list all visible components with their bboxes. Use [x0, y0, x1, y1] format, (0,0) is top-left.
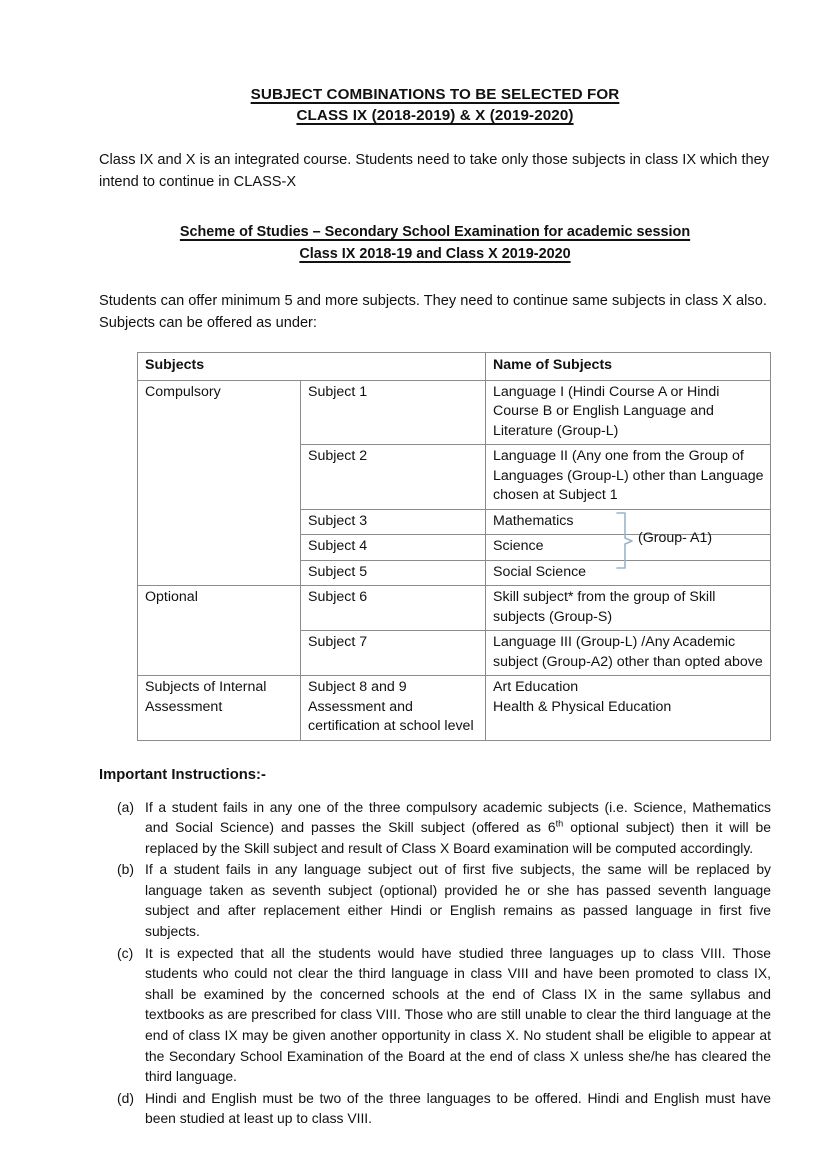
group-cell-compulsory: Compulsory	[138, 380, 301, 586]
page-title-line1: SUBJECT COMBINATIONS TO BE SELECTED FOR	[250, 86, 620, 103]
list-item	[99, 1088, 771, 1129]
table-row	[138, 380, 771, 445]
instruction-marker-a: (a)	[117, 798, 134, 815]
subject-name-art-education: Art Education	[493, 679, 579, 695]
subject-name-1: Language I (Hindi Course A or Hindi Course B or English Language and Literature (Group-L)	[486, 380, 771, 445]
instruction-superscript-a: th	[555, 818, 564, 829]
instruction-text-d: Hindi and English must be two of the three languages to be offered. Hindi and English must have been studied at least up to class VIII.	[145, 1089, 771, 1127]
subject-label-2: Subject 2	[301, 445, 486, 510]
document-content	[99, 0, 771, 1130]
subject-name-5: Social Science	[486, 560, 771, 586]
subject-name-health-physical-education: Health & Physical Education	[493, 698, 672, 715]
instruction-text-b: If a student fails in any language subject out of first five subjects, the same will be replaced by language taken as seventh subject (optional) provided he or she has passed seventh language subject and after replacement either Hindi or English remains as passed language in first five subjects.	[145, 861, 771, 940]
instruction-text-a-part1: If a student fails in any one of the three compulsory academic subjects (i.e. Science, Mathematics and Social Science) and passes the Skill subject (offered as 6	[145, 798, 771, 836]
subject-label-1: Subject 1	[301, 380, 486, 445]
group-cell-internal-assessment: Subjects of Internal Assessment	[138, 676, 301, 741]
scheme-title-line1: Scheme of Studies – Secondary School Examination for academic session	[179, 224, 691, 240]
subject-label-7: Subject 7	[301, 631, 486, 676]
subject-name-7: Language III (Group-L) /Any Academic subject (Group-A2) other than opted above	[486, 631, 771, 676]
column-header-name-of-subjects: Name of Subjects	[486, 353, 771, 381]
instruction-text-a-part2: optional subject) then it will be replaced by the Skill subject and result of Class X Board examination will be computed accordingly.	[145, 819, 772, 856]
list-item	[99, 797, 771, 859]
list-item	[99, 859, 771, 941]
list-item	[99, 943, 771, 1087]
subject-label-6: Subject 6	[301, 586, 486, 631]
page-title-line2: CLASS IX (2018-2019) & X (2019-2020)	[296, 107, 574, 124]
table-row	[138, 676, 771, 741]
subject-label-8-and-9: Subject 8 and 9 Assessment and certification at school level	[301, 676, 486, 741]
group-cell-optional: Optional	[138, 586, 301, 676]
table-row	[138, 586, 771, 631]
instructions-list	[99, 783, 771, 1130]
subject-label-3: Subject 3	[301, 509, 486, 535]
instruction-marker-d: (d)	[117, 1089, 134, 1106]
subject-label-4: Subject 4	[301, 535, 486, 561]
instruction-marker-c: (c)	[117, 944, 134, 961]
column-header-subjects: Subjects	[138, 353, 486, 381]
subject-name-8-and-9	[486, 676, 771, 741]
subject-name-6: Skill subject* from the group of Skill subjects (Group-S)	[486, 586, 771, 631]
important-instructions-heading: Important Instructions:-	[99, 766, 266, 783]
scheme-title-line2: Class IX 2018-19 and Class X 2019-2020	[299, 246, 571, 262]
subject-label-5: Subject 5	[301, 560, 486, 586]
subjects-table	[137, 352, 771, 741]
subject-name-4: Science	[486, 535, 771, 561]
instruction-marker-b: (b)	[117, 861, 134, 878]
scheme-of-studies-title	[99, 193, 771, 265]
subjects-offer-paragraph: Students can offer minimum 5 and more subjects. They need to continue same subjects in class X also. Subjects can be offered as under:	[99, 293, 767, 331]
subject-name-3-text: Mathematics	[493, 512, 574, 529]
lead-paragraph: Class IX and X is an integrated course. Students need to take only those subjects in class IX which they intend to continue in CLASS-X	[99, 152, 770, 190]
subject-name-2: Language II (Any one from the Group of Languages (Group-L) other than Language chosen at Subject 1	[486, 445, 771, 510]
instruction-text-c: It is expected that all the students would have studied three languages up to class VIII. Those students who could not clear the third language in class VIII and have been promoted to class IX, shall be examined by the concerned schools at the end of Class IX in the same syllabus and textbooks as are prescribed for class VIII. Those who are still unable to clear the third language at the end of class IX may be given another opportunity in class X. No student shall be eligible to appear at the Secondary School Examination of the Board at the end of class X unless she/he has cleared the third language.	[145, 944, 771, 1085]
group-a1-label: (Group- A1)	[638, 529, 713, 546]
table-header-row	[138, 353, 771, 381]
page-title	[99, 0, 771, 126]
subjects-table-wrapper	[99, 334, 771, 741]
